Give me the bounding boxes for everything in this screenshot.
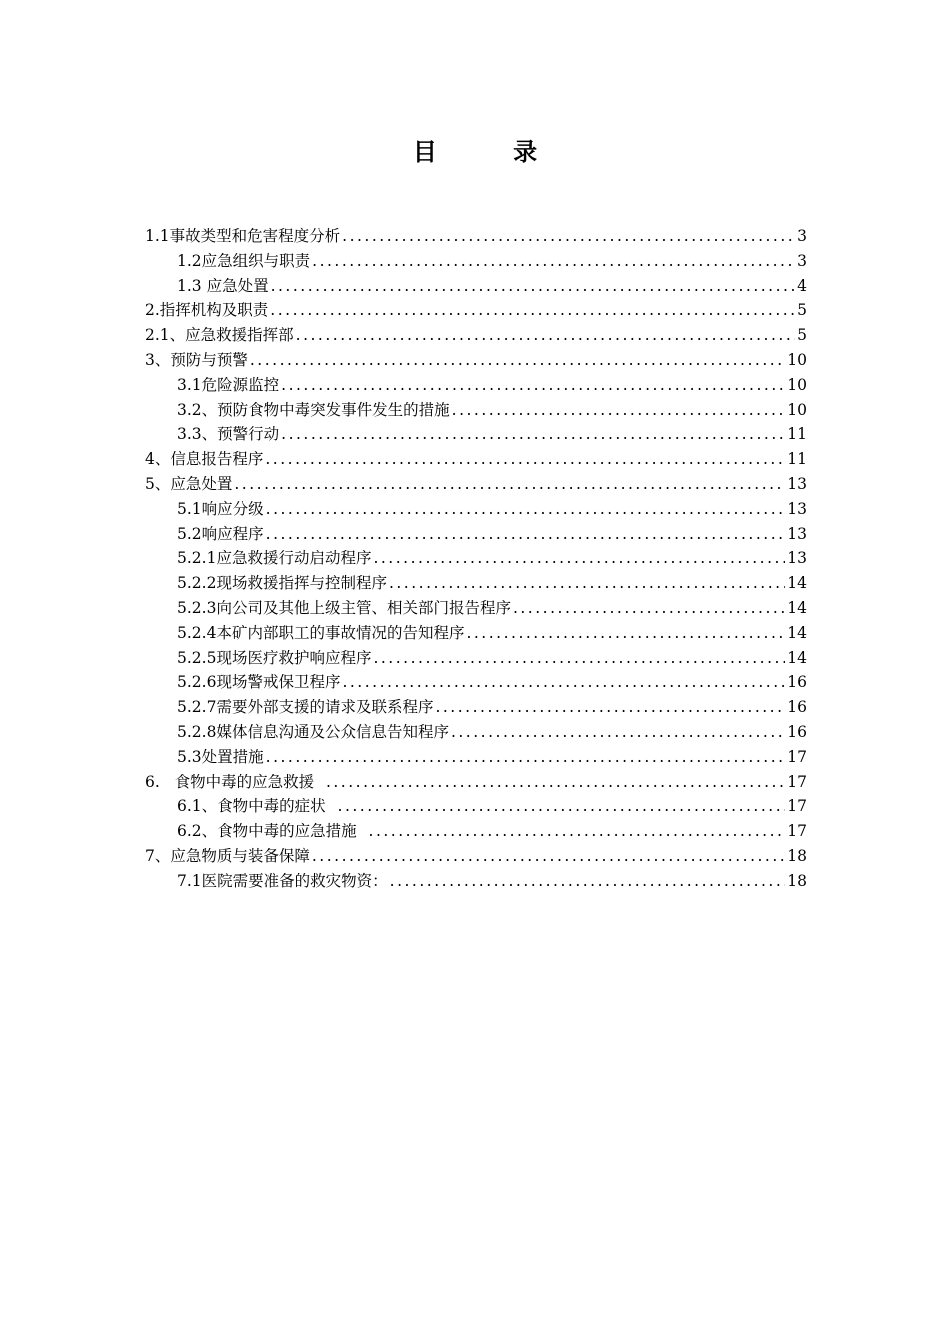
toc-dot-leader (266, 522, 786, 547)
toc-entry-label: 3.2、预防食物中毒突发事件发生的措施 (177, 400, 450, 419)
toc-entry-page: 14 (787, 574, 807, 593)
toc-entry[interactable] (145, 298, 807, 323)
toc-entry-label: 5.2响应程序 (177, 524, 264, 543)
toc-entry[interactable] (145, 447, 807, 472)
toc-dot-leader (373, 646, 785, 671)
toc-entry-page: 17 (787, 797, 807, 816)
toc-entry[interactable] (145, 770, 807, 795)
toc-entry-label: 5、应急处置 (145, 474, 233, 493)
toc-entry[interactable] (145, 844, 807, 869)
toc-entry-label: 1.2应急组织与职责 (177, 251, 311, 270)
toc-entry-label: 5.3处置措施 (177, 747, 264, 766)
table-of-contents (145, 224, 807, 894)
toc-dot-leader (266, 745, 786, 770)
toc-dot-leader (342, 224, 795, 249)
toc-dot-leader (281, 422, 785, 447)
toc-dot-leader (266, 497, 786, 522)
toc-entry-page: 5 (797, 301, 807, 320)
toc-entry-page: 16 (787, 722, 807, 741)
toc-entry-page: 16 (787, 698, 807, 717)
toc-entry-label: 1.3 应急处置 (177, 276, 269, 295)
toc-dot-leader (281, 373, 785, 398)
toc-dot-leader (452, 398, 786, 423)
toc-entry[interactable] (145, 596, 807, 621)
toc-entry[interactable] (145, 348, 807, 373)
toc-dot-leader (296, 323, 795, 348)
toc-dot-leader (270, 298, 795, 323)
toc-dot-leader (451, 720, 785, 745)
toc-entry-page: 14 (787, 598, 807, 617)
toc-dot-leader (234, 472, 785, 497)
toc-entry-page: 3 (797, 227, 807, 245)
toc-dot-leader (513, 596, 785, 621)
toc-entry-page: 5 (797, 326, 807, 345)
toc-entry[interactable] (145, 621, 807, 646)
toc-entry-page: 3 (797, 251, 807, 270)
toc-entry-label: 5.2.7需要外部支援的请求及联系程序 (177, 698, 434, 717)
toc-entry[interactable] (145, 398, 807, 423)
toc-entry-page: 13 (787, 524, 807, 543)
toc-entry-label: 5.2.3向公司及其他上级主管、相关部门报告程序 (177, 598, 511, 617)
toc-entry-label: 5.2.5现场医疗救护响应程序 (177, 648, 372, 667)
toc-entry[interactable] (145, 646, 807, 671)
toc-entry-label: 2.1、应急救援指挥部 (145, 326, 294, 345)
toc-entry[interactable] (145, 472, 807, 497)
toc-entry-label: 7.1医院需要准备的救灾物资： (177, 871, 388, 890)
toc-entry-page: 11 (787, 450, 807, 469)
toc-entry[interactable] (145, 745, 807, 770)
toc-entry-page: 18 (787, 871, 807, 890)
toc-entry[interactable] (145, 249, 807, 274)
toc-entry-page: 10 (787, 375, 807, 394)
toc-entry-page: 16 (787, 673, 807, 692)
toc-entry-label: 6.2、食物中毒的应急措施 (177, 822, 367, 841)
toc-entry-page: 13 (787, 549, 807, 568)
toc-entry-label: 6.1、食物中毒的症状 (177, 797, 336, 816)
toc-entry[interactable] (145, 422, 807, 447)
toc-entry[interactable] (145, 546, 807, 571)
toc-entry-label: 6. 食物中毒的应急救援 (145, 772, 324, 791)
toc-entry[interactable] (145, 522, 807, 547)
toc-entry-page: 18 (787, 846, 807, 865)
toc-entry-page: 11 (787, 425, 807, 444)
toc-entry-label: 3.1危险源监控 (177, 375, 280, 394)
toc-entry[interactable] (145, 571, 807, 596)
toc-entry-page: 10 (787, 350, 807, 369)
toc-entry-label: 5.2.8媒体信息沟通及公众信息告知程序 (177, 722, 449, 741)
toc-entry[interactable] (145, 497, 807, 522)
toc-dot-leader (435, 695, 785, 720)
toc-entry[interactable] (145, 819, 807, 844)
toc-entry[interactable] (145, 695, 807, 720)
toc-entry-page: 13 (787, 499, 807, 518)
toc-dot-leader (250, 348, 785, 373)
toc-entry-label: 3、预防与预警 (145, 350, 248, 369)
toc-entry-label: 5.1响应分级 (177, 499, 264, 518)
toc-entry[interactable] (145, 323, 807, 348)
toc-entry-label: 3.3、预警行动 (177, 425, 280, 444)
toc-dot-leader (390, 869, 786, 894)
toc-dot-leader (271, 274, 796, 299)
toc-entry-page: 4 (797, 276, 807, 295)
page-title: 目 录 (412, 137, 572, 166)
toc-dot-leader (338, 794, 786, 819)
toc-entry-page: 17 (787, 822, 807, 841)
toc-entry-page: 10 (787, 400, 807, 419)
toc-entry-page: 17 (787, 747, 807, 766)
toc-entry-label: 5.2.2现场救援指挥与控制程序 (177, 574, 387, 593)
toc-dot-leader (312, 844, 785, 869)
toc-entry-label: 5.2.1应急救援行动启动程序 (177, 549, 372, 568)
toc-dot-leader (389, 571, 785, 596)
toc-dot-leader (265, 447, 785, 472)
toc-entry-page: 13 (787, 474, 807, 493)
toc-dot-leader (326, 770, 785, 795)
toc-entry-label: 5.2.4本矿内部职工的事故情况的告知程序 (177, 623, 465, 642)
toc-entry-page: 17 (787, 772, 807, 791)
toc-dot-leader (312, 249, 795, 274)
toc-dot-leader (369, 819, 786, 844)
toc-dot-leader (342, 670, 785, 695)
toc-entry-page: 14 (787, 648, 807, 667)
toc-dot-leader (373, 546, 785, 571)
toc-entry-label: 5.2.6现场警戒保卫程序 (177, 673, 341, 692)
toc-entry[interactable] (145, 794, 807, 819)
toc-entry-label: 1.1事故类型和危害程度分析 (145, 227, 341, 245)
toc-entry[interactable] (145, 373, 807, 398)
toc-entry[interactable] (145, 224, 807, 249)
toc-dot-leader (466, 621, 785, 646)
toc-entry-label: 4、信息报告程序 (145, 450, 264, 469)
toc-entry[interactable] (145, 274, 807, 299)
toc-entry[interactable] (145, 869, 807, 894)
toc-entry-page: 14 (787, 623, 807, 642)
toc-entry[interactable] (145, 670, 807, 695)
toc-entry-label: 7、应急物质与装备保障 (145, 846, 310, 865)
toc-entry-label: 2.指挥机构及职责 (145, 301, 269, 320)
toc-entry[interactable] (145, 720, 807, 745)
